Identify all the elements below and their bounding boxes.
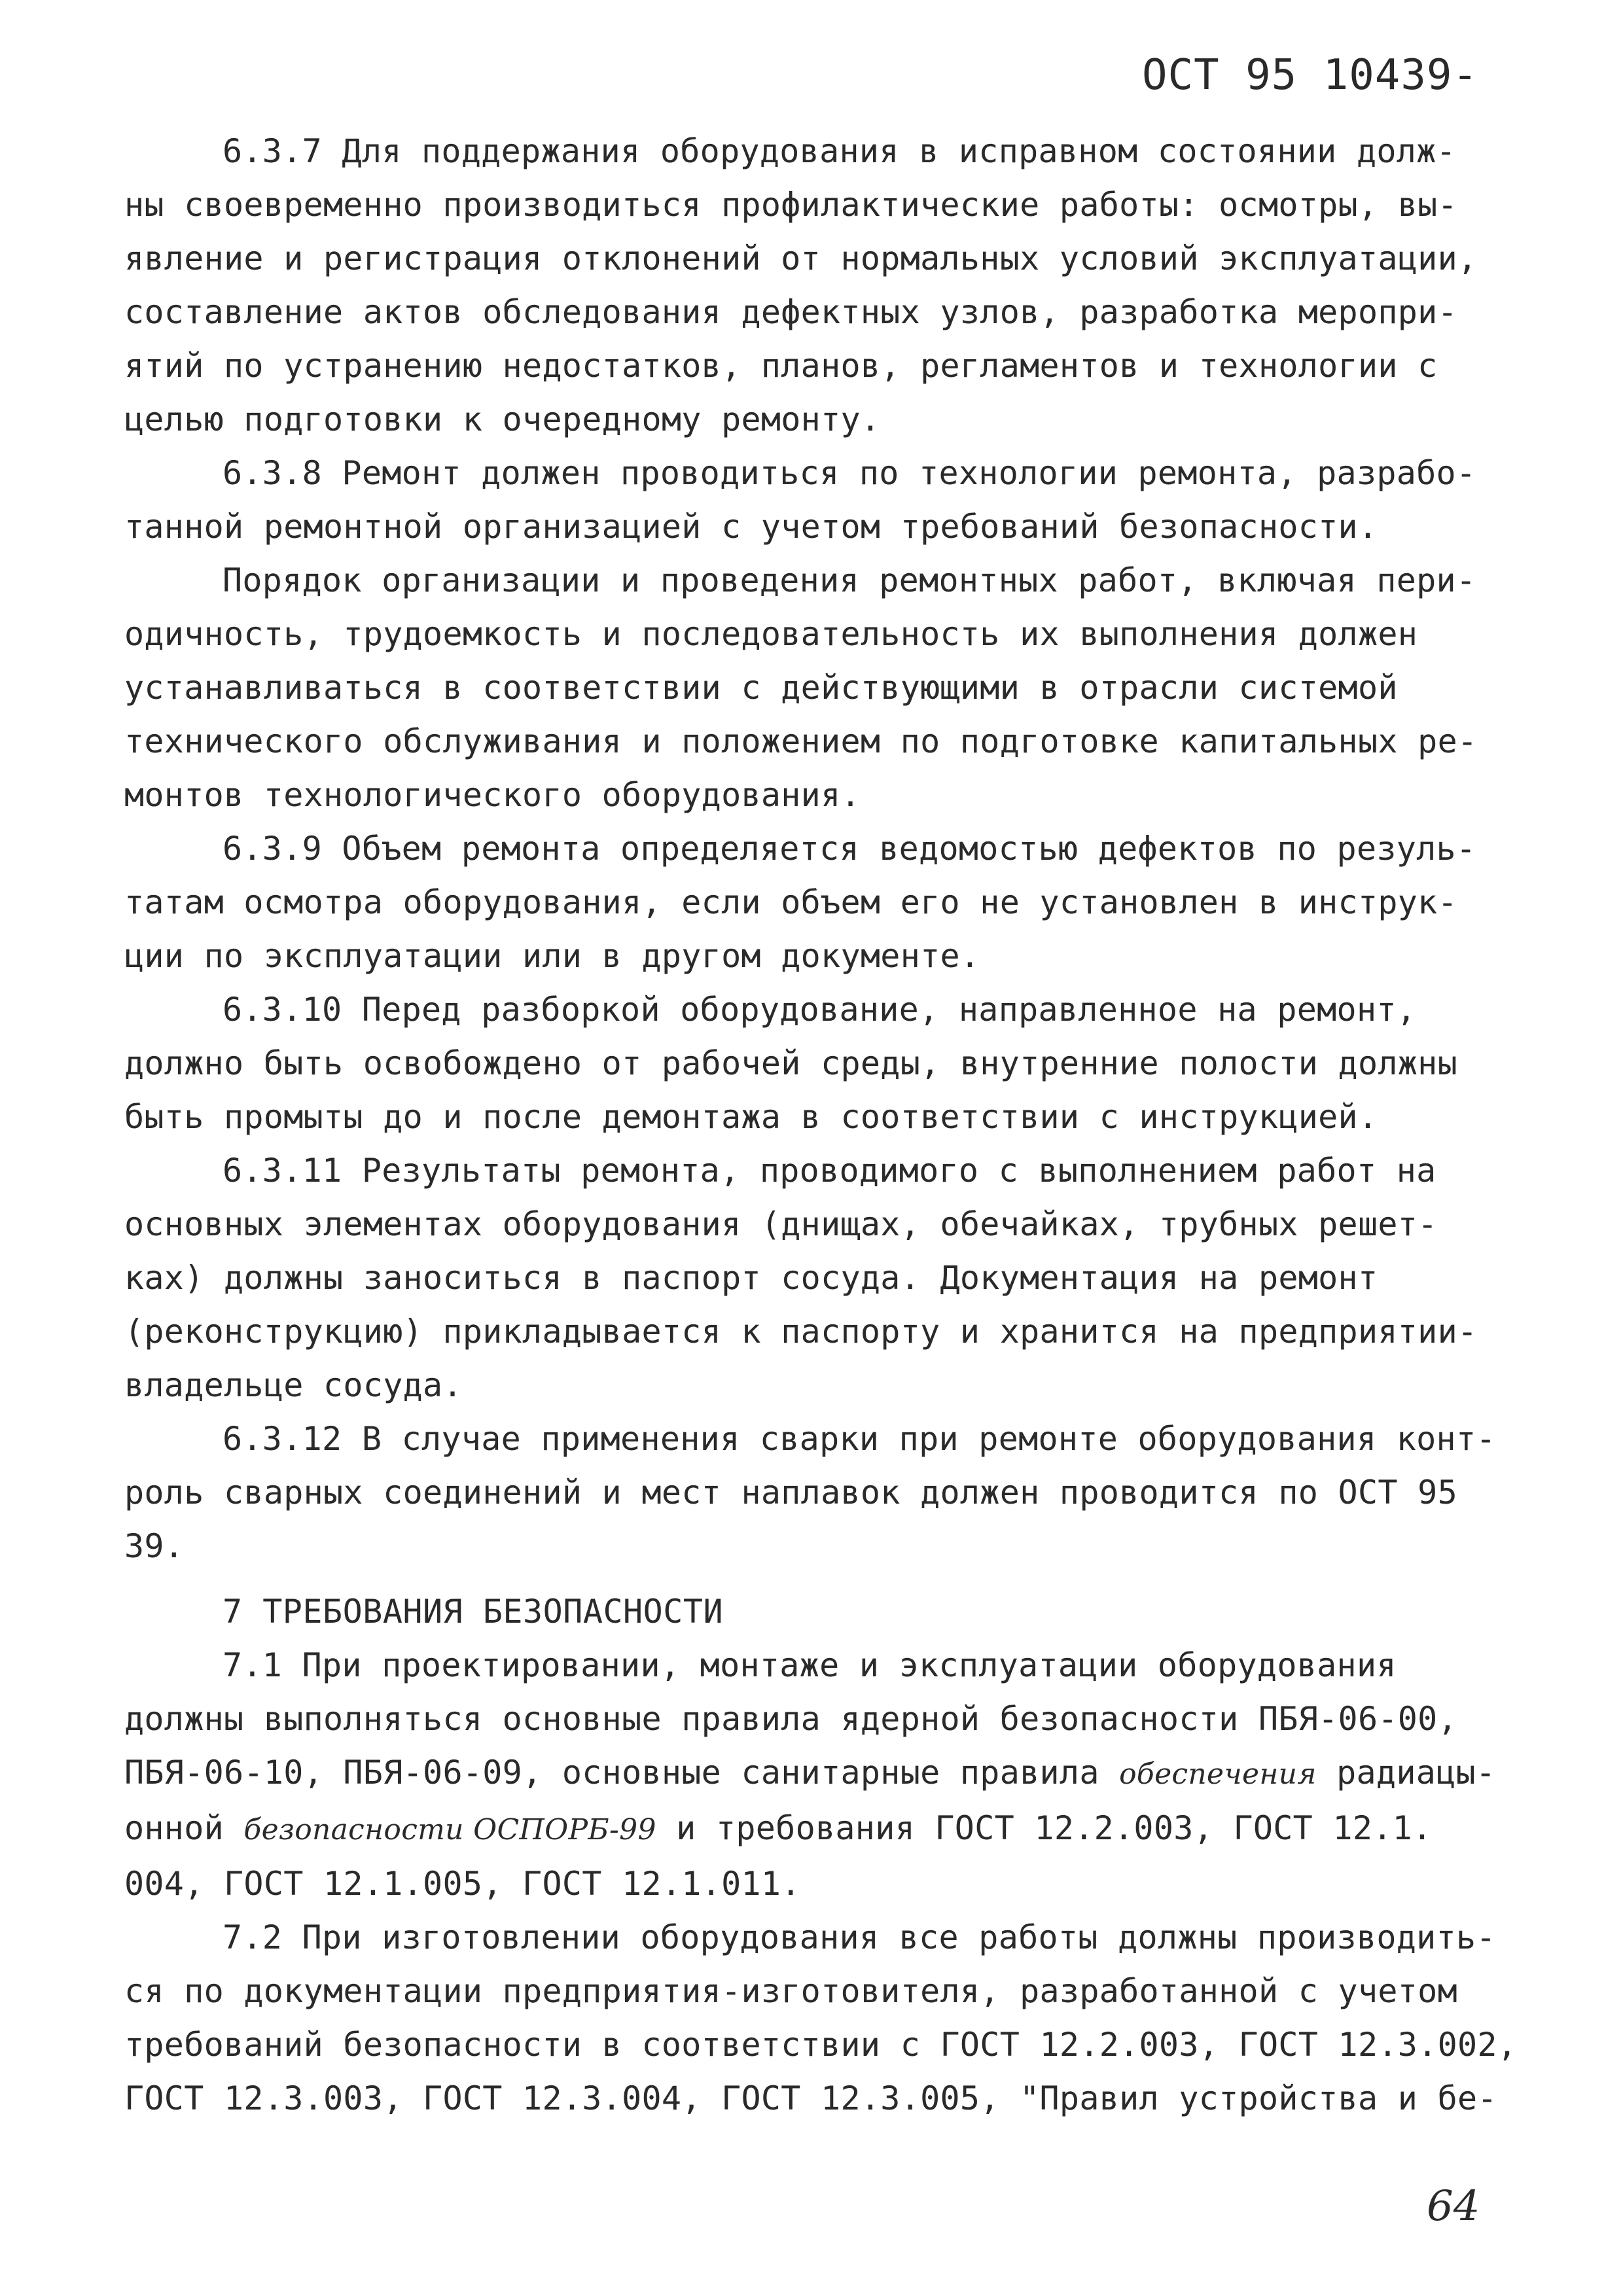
text-line: 6.3.7 Для поддержания оборудования в исправном состоянии долж- — [223, 132, 1456, 170]
section-7-heading: 7 ТРЕБОВАНИЯ БЕЗОПАСНОСТИ — [223, 1593, 724, 1631]
text-line: 004, ГОСТ 12.1.005, ГОСТ 12.1.011. — [124, 1865, 801, 1903]
paragraph-7-2 — [124, 1911, 1544, 2125]
text-line: 7.2 При изготовлении оборудования все работы должны производить- — [223, 1918, 1496, 1956]
handwritten-insertion: безопасности ОСПОРБ-99 — [243, 1813, 656, 1846]
text-line: 39. — [124, 1527, 185, 1565]
text-line: 6.3.9 Объем ремонта определяется ведомостью дефектов по резуль- — [223, 830, 1476, 868]
paragraph-repair-order — [124, 554, 1544, 822]
text-segment: онной — [124, 1809, 244, 1847]
document-number-header: ОСТ 95 10439- — [1142, 51, 1478, 99]
paragraph-6-3-7 — [124, 124, 1544, 446]
text-line: составление актов обследования дефектных узлов, разработка меропри- — [124, 293, 1457, 331]
text-line: ГОСТ 12.3.003, ГОСТ 12.3.004, ГОСТ 12.3.005, "Правил устройства и бе- — [124, 2079, 1497, 2117]
text-line: 6.3.10 Перед разборкой оборудование, направленное на ремонт, — [223, 991, 1417, 1029]
paragraph-6-3-8 — [124, 446, 1544, 554]
text-line: татам осмотра оборудования, если объем его не установлен в инструк- — [124, 883, 1457, 921]
text-segment: радиацы- — [1316, 1754, 1496, 1792]
document-body — [124, 124, 1544, 2125]
text-line: требований безопасности в соответствии с ГОСТ 12.2.003, ГОСТ 12.3.002, — [124, 2026, 1518, 2064]
text-line: явление и регистрация отклонений от нормальных условий эксплуатации, — [124, 239, 1478, 277]
text-line: быть промыты до и после демонтажа в соответствии с инструкцией. — [124, 1098, 1378, 1136]
text-line: ках) должны заноситься в паспорт сосуда. Документация на ремонт — [124, 1259, 1378, 1297]
text-line: 7.1 При проектировании, монтаже и эксплуатации оборудования — [223, 1646, 1397, 1684]
text-line: ции по эксплуатации или в другом документе. — [124, 937, 980, 975]
paragraph-6-3-10 — [124, 983, 1544, 1144]
text-segment: и требования ГОСТ 12.2.003, ГОСТ 12.1. — [656, 1809, 1433, 1847]
text-line: ся по документации предприятия-изготовителя, разработанной с учетом — [124, 1972, 1457, 2010]
text-line: Порядок организации и проведения ремонтных работ, включая пери- — [223, 561, 1476, 599]
text-line: (реконструкцию) прикладывается к паспорту и хранится на предприятии- — [124, 1313, 1478, 1351]
text-line: 6.3.8 Ремонт должен проводиться по технологии ремонта, разрабо- — [223, 454, 1476, 492]
text-line: танной ремонтной организацией с учетом требований безопасности. — [124, 508, 1378, 546]
text-line: ны своевременно производиться профилактические работы: осмотры, вы- — [124, 186, 1457, 224]
page-number: 64 — [1427, 2182, 1480, 2231]
text-line: 6.3.11 Результаты ремонта, проводимого с выполнением работ на — [223, 1152, 1436, 1190]
text-line: устанавливаться в соответствии с действующими в отрасли системой — [124, 669, 1398, 707]
text-line: монтов технологического оборудования. — [124, 776, 861, 814]
text-line: одичность, трудоемкость и последовательность их выполнения должен — [124, 615, 1418, 653]
text-line: ятий по устранению недостатков, планов, регламентов и технологии с — [124, 347, 1438, 385]
text-line: владельце сосуда. — [124, 1366, 463, 1404]
paragraph-6-3-11 — [124, 1144, 1544, 1412]
text-line — [124, 1746, 1544, 1801]
text-line: технического обслуживания и положением по подготовке капитальных ре- — [124, 722, 1478, 760]
text-line: должно быть освобождено от рабочей среды, внутренние полости должны — [124, 1044, 1457, 1082]
text-line: целью подготовки к очередному ремонту. — [124, 400, 881, 438]
paragraph-6-3-9 — [124, 822, 1544, 983]
text-segment: ПБЯ-06-10, ПБЯ-06-09, основные санитарные правила — [124, 1754, 1120, 1792]
paragraph-6-3-12 — [124, 1412, 1544, 1573]
text-line — [124, 1801, 1544, 1857]
text-line: должны выполняться основные правила ядерной безопасности ПБЯ-06-00, — [124, 1700, 1457, 1738]
text-line: основных элементах оборудования (днищах, обечайках, трубных решет- — [124, 1205, 1438, 1243]
text-line: 6.3.12 В случае применения сварки при ремонте оборудования конт- — [223, 1420, 1496, 1458]
paragraph-7-1 — [124, 1638, 1544, 1911]
text-line: роль сварных соединений и мест наплавок должен проводится по ОСТ 95 — [124, 1474, 1457, 1511]
handwritten-insertion: обеспечения — [1119, 1757, 1317, 1791]
